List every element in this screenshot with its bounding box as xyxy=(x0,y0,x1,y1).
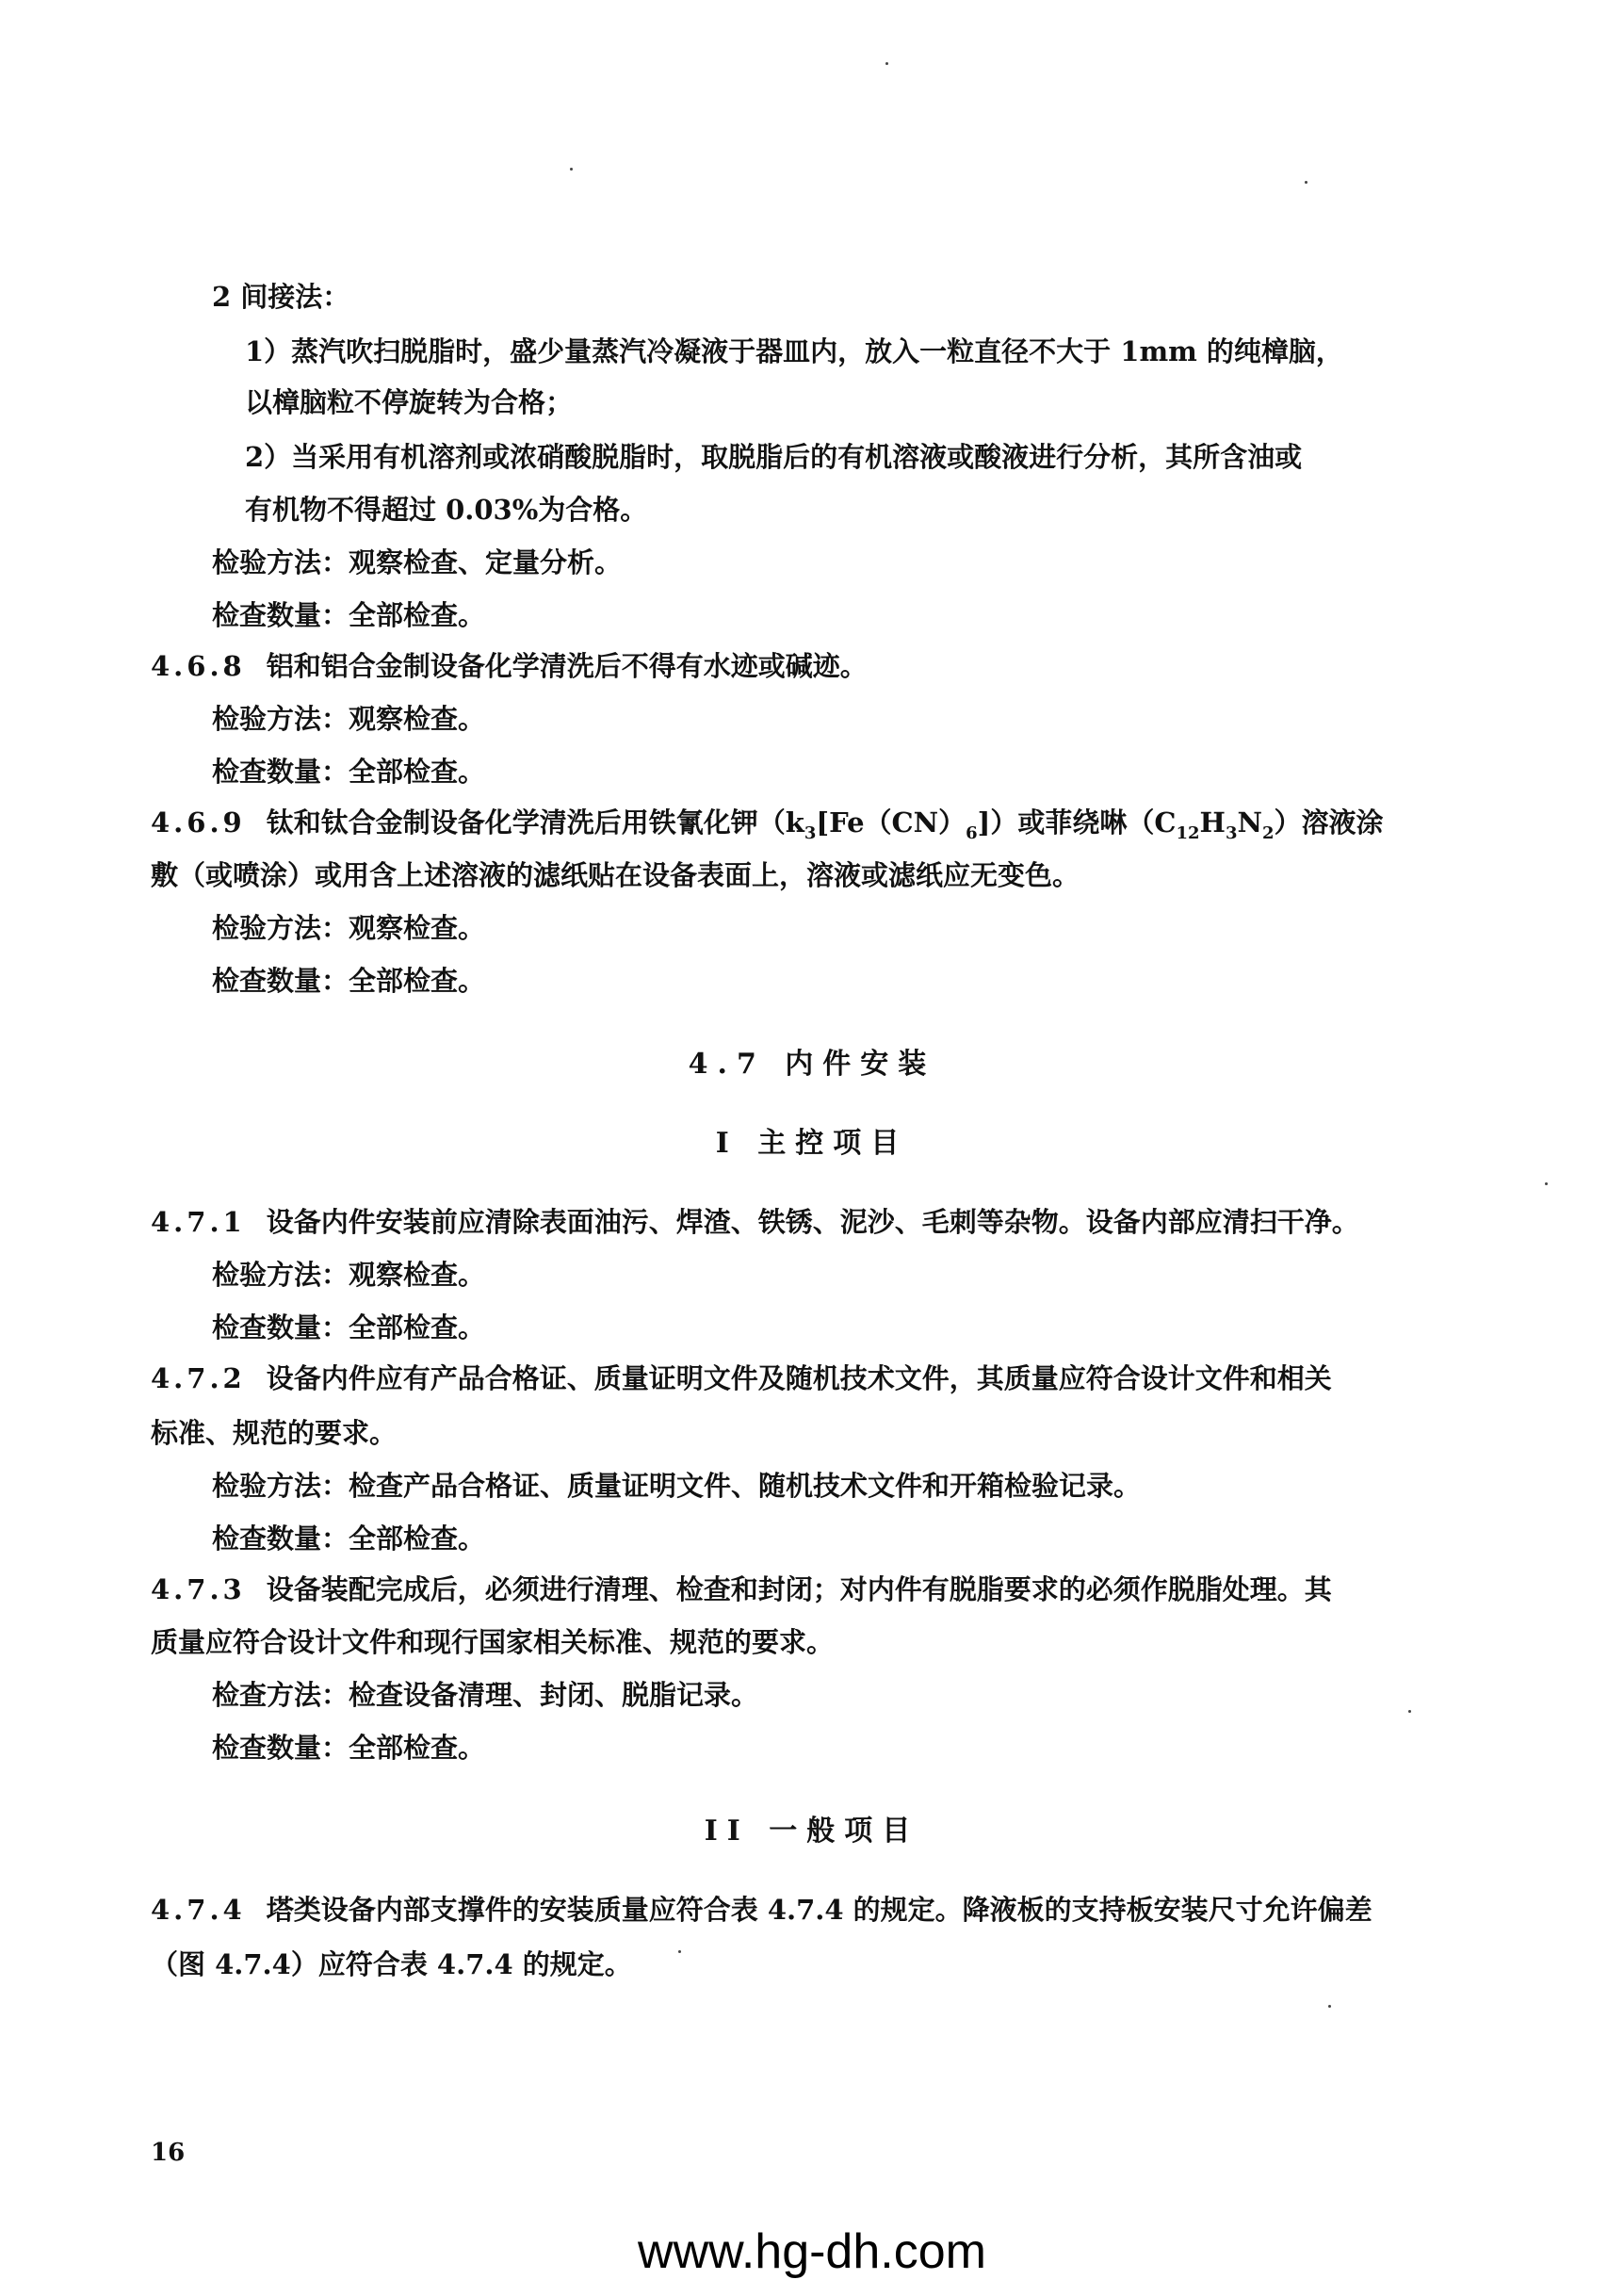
paragraph: 检验方法：观察检查、定量分析。 xyxy=(212,546,623,578)
paragraph: 检查数量：全部检查。 xyxy=(212,1523,486,1555)
paragraph: 检验方法：观察检查。 xyxy=(212,703,486,735)
paragraph: 检查数量：全部检查。 xyxy=(212,1732,486,1764)
paragraph: 检查数量：全部检查。 xyxy=(212,756,486,788)
clause-text: ]）或菲绕啉（C xyxy=(977,806,1177,839)
paragraph: 1）蒸汽吹扫脱脂时，盛少量蒸汽冷凝液于器皿内，放入一粒直径不大于 1mm 的纯樟脑， xyxy=(245,335,1343,367)
clause-text: 设备装配完成后，必须进行清理、检查和封闭；对内件有脱脂要求的必须作脱脂处理。其 xyxy=(266,1573,1332,1605)
clause-number: 4.6.8 xyxy=(151,650,246,682)
clause-number: 4.7.1 xyxy=(151,1206,246,1238)
paragraph: 以樟脑粒不停旋转为合格； xyxy=(245,386,574,418)
paragraph: 检验方法：检查产品合格证、质量证明文件、随机技术文件和开箱检验记录。 xyxy=(212,1470,1142,1502)
paragraph: 敷（或喷涂）或用含上述溶液的滤纸贴在设备表面上，溶液或滤纸应无变色。 xyxy=(151,859,1080,891)
scan-speck xyxy=(1328,2005,1331,2008)
paragraph: 质量应符合设计文件和现行国家相关标准、规范的要求。 xyxy=(151,1626,835,1658)
subscript: 3 xyxy=(804,822,817,843)
scan-speck xyxy=(570,168,573,171)
paragraph: 检查数量：全部检查。 xyxy=(212,965,486,997)
paragraph: 检验方法：观察检查。 xyxy=(212,1259,486,1291)
clause-4-7-1 xyxy=(151,1197,1451,1247)
subscript: 12 xyxy=(1176,822,1200,843)
subscript: 3 xyxy=(1225,822,1238,843)
paragraph: 检查方法：检查设备清理、封闭、脱脂记录。 xyxy=(212,1679,759,1711)
clause-4-7-2 xyxy=(151,1353,1451,1404)
clause-text: N xyxy=(1237,806,1262,839)
subsection-heading: II 一般项目 xyxy=(704,1815,920,1848)
paragraph: 检验方法：观察检查。 xyxy=(212,912,486,944)
subscript: 2 xyxy=(1262,822,1275,843)
paragraph: 2 间接法： xyxy=(212,281,350,313)
subsection-heading: I 主控项目 xyxy=(715,1127,909,1160)
clause-text: [Fe（CN） xyxy=(816,806,966,839)
page-number: 16 xyxy=(151,2139,186,2167)
paragraph: 检查数量：全部检查。 xyxy=(212,1311,486,1343)
clause-text: 铝和铝合金制设备化学清洗后不得有水迹或碱迹。 xyxy=(266,650,868,682)
clause-number: 4.7.4 xyxy=(151,1894,246,1926)
subscript: 6 xyxy=(966,822,978,843)
paragraph: 2）当采用有机溶剂或浓硝酸脱脂时，取脱脂后的有机溶液或酸液进行分析，其所含油或 xyxy=(245,441,1303,473)
clause-number: 4.7.3 xyxy=(151,1573,246,1605)
clause-4-6-8 xyxy=(151,641,1451,692)
paragraph: 标准、规范的要求。 xyxy=(151,1417,398,1449)
paragraph: 检查数量：全部检查。 xyxy=(212,599,486,631)
paragraph: 有机物不得超过 0.03%为合格。 xyxy=(245,494,648,526)
clause-text: 塔类设备内部支撑件的安装质量应符合表 4.7.4 的规定。降液板的支持板安装尺寸允许偏差 xyxy=(266,1894,1372,1926)
clause-text: 设备内件安装前应清除表面油污、焊渣、铁锈、泥沙、毛刺等杂物。设备内部应清扫干净。 xyxy=(266,1206,1359,1238)
scan-speck xyxy=(1305,181,1307,184)
clause-4-7-4 xyxy=(151,1884,1451,1935)
scan-speck xyxy=(885,62,888,65)
clause-text: 设备内件应有产品合格证、质量证明文件及随机技术文件，其质量应符合设计文件和相关 xyxy=(266,1362,1332,1394)
clause-number: 4.6.9 xyxy=(151,806,246,839)
paragraph: （图 4.7.4）应符合表 4.7.4 的规定。 xyxy=(151,1948,632,1980)
clause-text: ）溶液涂 xyxy=(1274,806,1384,839)
clause-4-7-3 xyxy=(151,1564,1451,1615)
footer-watermark-url: www.hg-dh.com xyxy=(638,2224,986,2279)
section-heading: 4.7 内件安装 xyxy=(688,1048,936,1081)
clause-number: 4.7.2 xyxy=(151,1362,246,1394)
clause-text: H xyxy=(1199,806,1226,839)
clause-text: 钛和钛合金制设备化学清洗后用铁氰化钾（k xyxy=(266,806,804,839)
scan-speck xyxy=(1545,1182,1548,1185)
